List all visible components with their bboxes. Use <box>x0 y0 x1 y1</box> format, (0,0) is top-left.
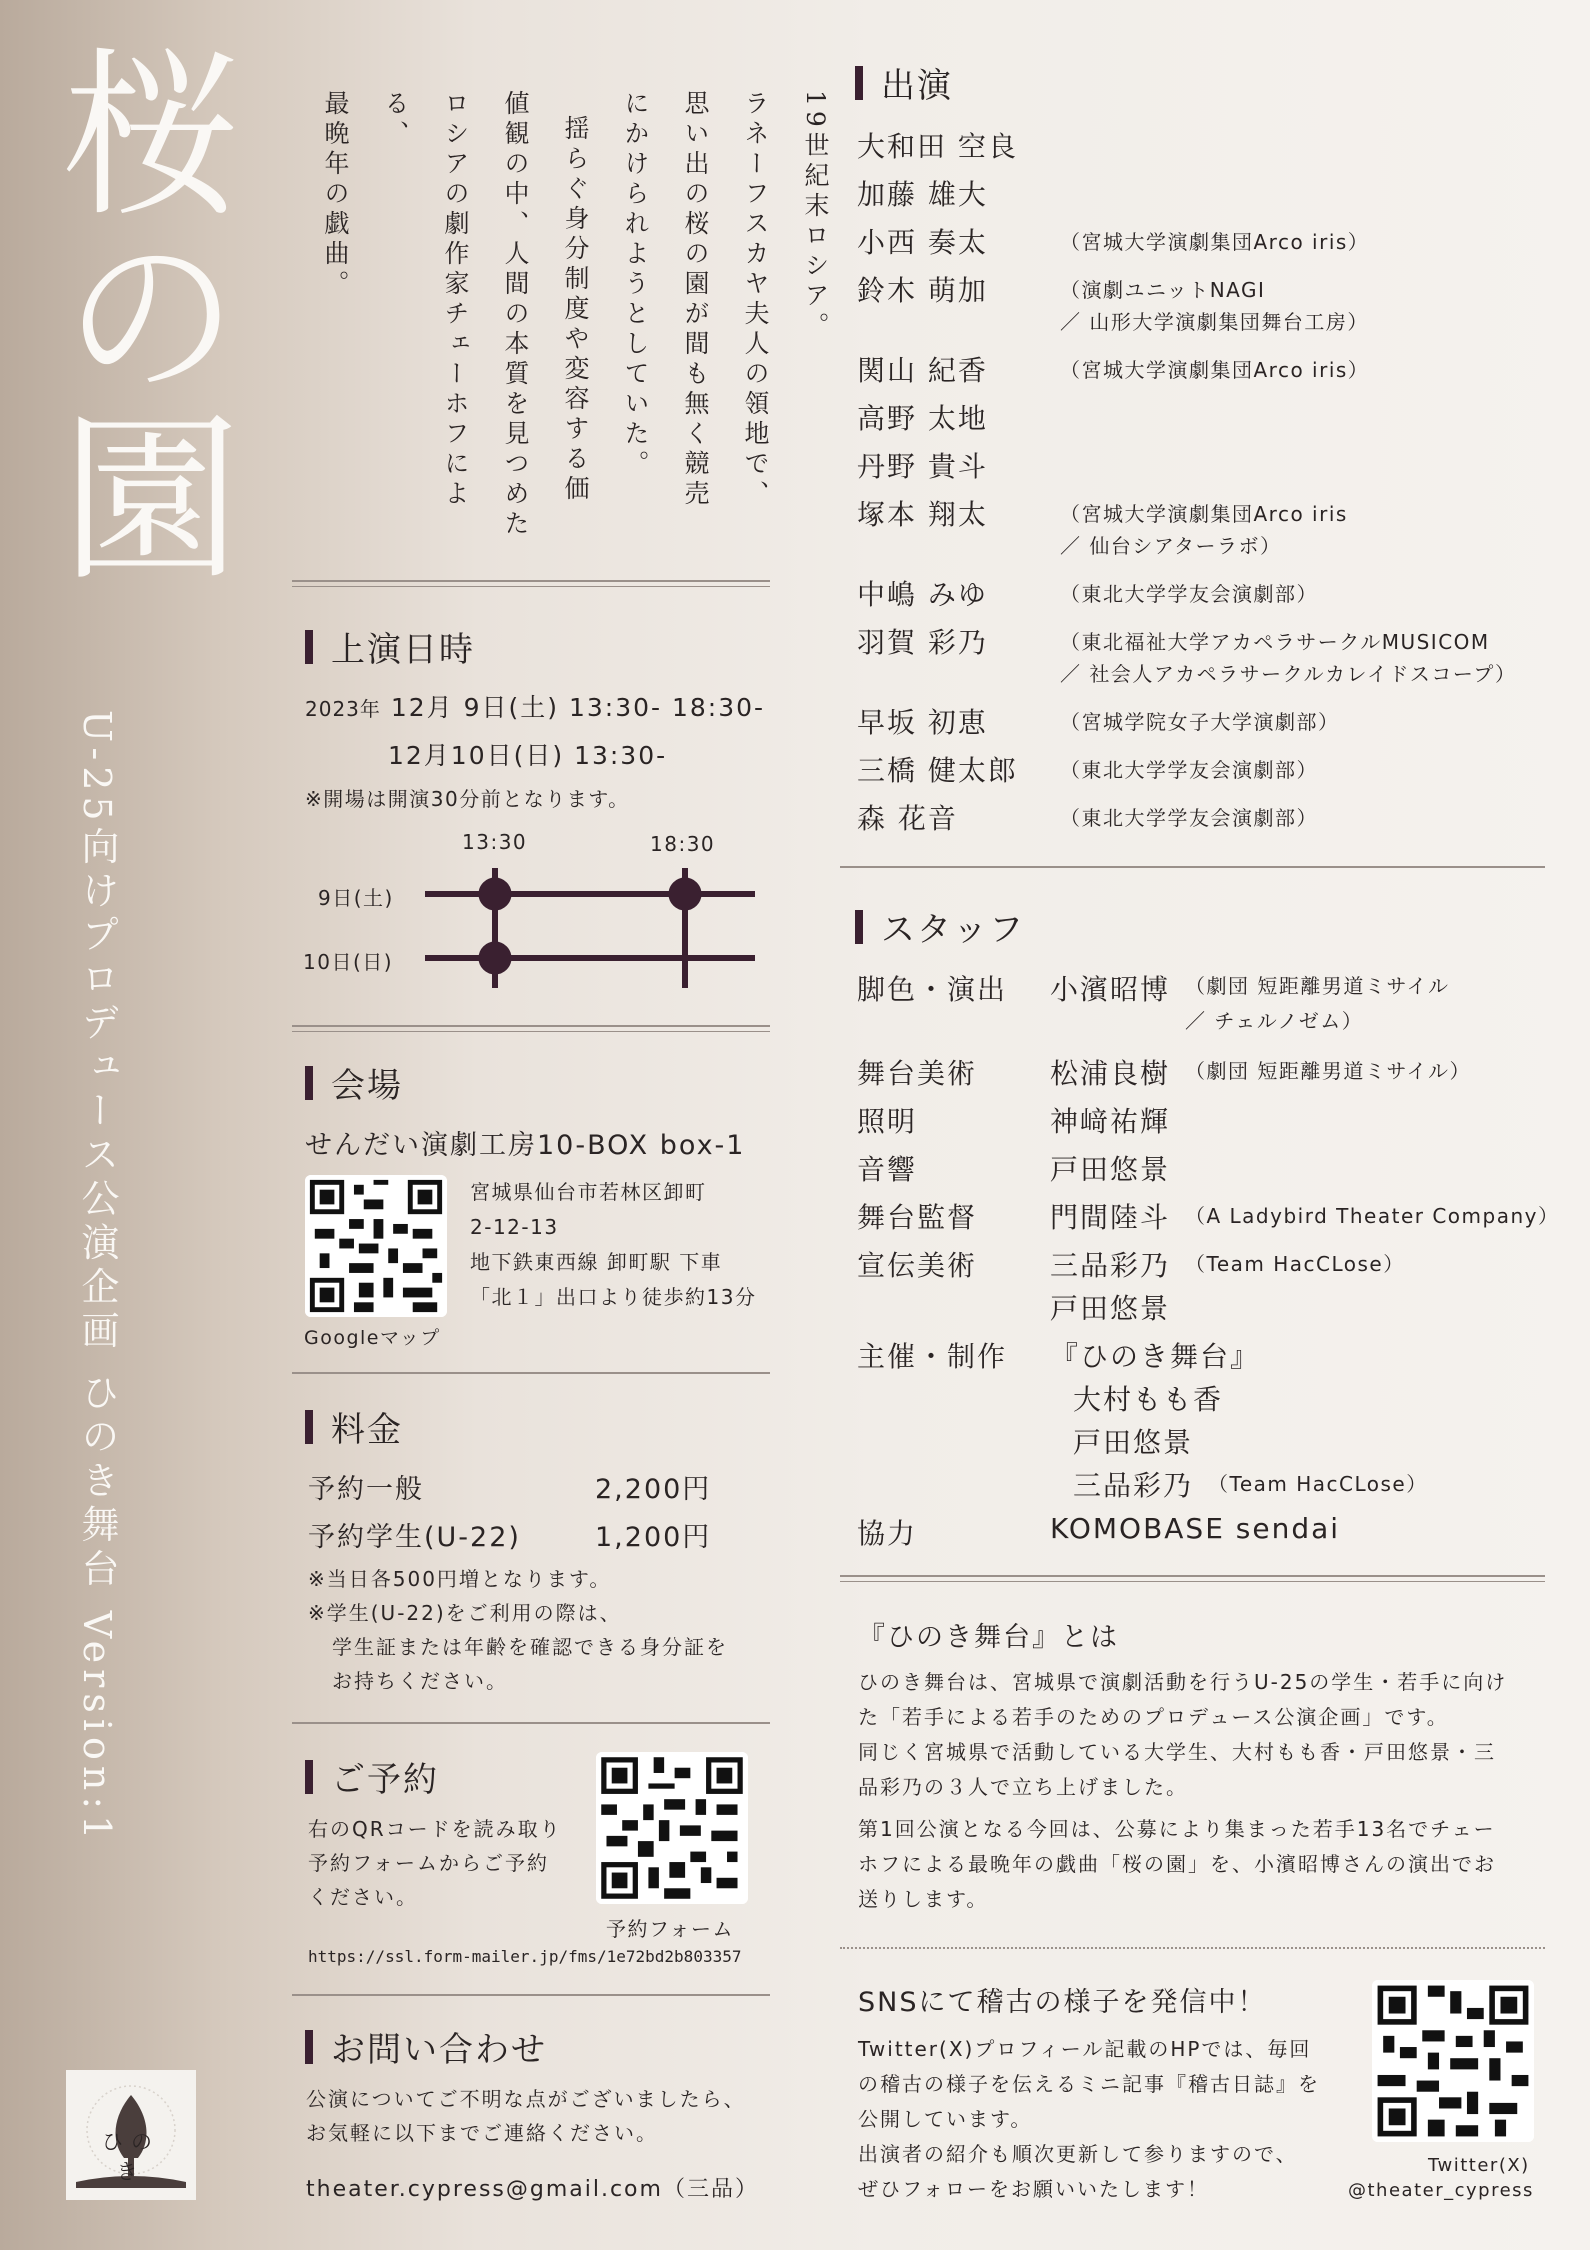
timeline-day-10: 10日(日) <box>303 950 394 974</box>
staff-heading <box>855 902 1025 951</box>
intro-line: ラネーフスカヤ夫人の領地で、 <box>741 90 770 510</box>
about-line: 第1回公演となる今回は、公募により集まった若手13名でチェー <box>858 1817 1496 1841</box>
staff-name: 『ひのき舞台』 <box>1050 1340 1261 1373</box>
cast-name: 加藤 雄大 <box>857 178 988 211</box>
cast-name: 中嶋 みゆ <box>857 578 988 611</box>
price-value-general: 2,200円 <box>595 1474 712 1505</box>
timeline-time-1830: 18:30 <box>650 832 716 856</box>
intro-line: 値観の中、人間の本質を見つめた <box>501 90 530 540</box>
venue-address-line: 地下鉄東西線 卸町駅 下車 <box>470 1250 723 1274</box>
timeline-day-9: 9日(土) <box>318 886 394 910</box>
cast-name: 丹野 貴斗 <box>857 450 988 483</box>
staff-role: 舞台美術 <box>857 1057 978 1090</box>
staff-affiliation: （劇団 短距離男道ミサイル <box>1185 974 1450 998</box>
divider <box>292 1372 770 1374</box>
about-paragraph-2 <box>858 1812 1496 1917</box>
staff-name: 戸田悠景 <box>1050 1153 1171 1186</box>
about-line: ひのき舞台は、宮城県で演劇活動を行うU-25の学生・若手に向け <box>858 1670 1508 1694</box>
divider <box>292 1994 770 1996</box>
staff-role: 宣伝美術 <box>857 1249 978 1282</box>
staff-affiliation: （劇団 短距離男道ミサイル） <box>1185 1059 1471 1083</box>
sns-line: 公開しています。 <box>858 2107 1033 2131</box>
staff-name: 松浦良樹 <box>1050 1057 1171 1090</box>
intro-line: にかけられようとしていた。 <box>621 90 650 480</box>
contact-heading <box>305 2022 547 2071</box>
staff-role: 脚色・演出 <box>857 973 1008 1006</box>
timeline-time-1330: 13:30 <box>462 830 528 854</box>
staff-role: 照明 <box>857 1105 918 1138</box>
sns-heading: SNSにて稽古の様子を発信中！ <box>858 1987 1267 2018</box>
staff-role: 協力 <box>857 1517 918 1550</box>
price-note: ※当日各500円増となります。 <box>308 1567 612 1591</box>
cast-name: 鈴木 萌加 <box>857 274 988 307</box>
timeline-graphic <box>420 858 760 998</box>
schedule-note: ※開場は開演30分前となります。 <box>305 787 630 811</box>
divider <box>840 866 1545 868</box>
staff-affiliation: ／ チェルノゼム） <box>1185 1009 1364 1033</box>
cast-name: 高野 太地 <box>857 402 988 435</box>
schedule-heading-text: 上演日時 <box>331 630 475 670</box>
twitter-handle[interactable]: @theater_cypress <box>1348 2180 1534 2201</box>
twitter-qr-caption: Twitter(X) <box>1428 2155 1530 2176</box>
cast-affiliation: ／ 仙台シアターラボ） <box>1060 534 1282 558</box>
cast-affiliation: （東北大学学友会演劇部） <box>1060 758 1318 782</box>
divider <box>840 1947 1545 1949</box>
venue-address-line: 宮城県仙台市若林区卸町 <box>470 1180 707 1204</box>
sns-line: Twitter(X)プロフィール記載のHPでは、毎回 <box>858 2037 1312 2061</box>
cast-name: 羽賀 彩乃 <box>857 626 988 659</box>
twitter-qr-code[interactable] <box>1372 1980 1534 2142</box>
sns-line: の稽古の様子を伝えるミニ記事『稽古日誌』を <box>858 2072 1320 2096</box>
staff-affiliation: （Team HacCLose） <box>1185 1252 1405 1276</box>
venue-name: せんだい演劇工房10-BOX box-1 <box>305 1130 746 1161</box>
staff-name: KOMOBASE sendai <box>1050 1512 1341 1545</box>
cast-name: 塚本 翔太 <box>857 498 988 531</box>
reservation-text-line: ください。 <box>308 1885 418 1909</box>
divider <box>840 1575 1545 1582</box>
timeline-row-10 <box>425 955 755 961</box>
logo-text: ひのき <box>102 2130 160 2184</box>
intro-line: 思い出の桜の園が間も無く競売 <box>681 90 710 510</box>
cast-affiliation: （宮城大学演劇集団Arco iris） <box>1060 358 1370 382</box>
cast-name: 関山 紀香 <box>857 354 988 387</box>
reservation-heading <box>305 1752 439 1801</box>
divider <box>292 1722 770 1724</box>
reservation-text <box>308 1812 562 1914</box>
hinoki-logo <box>66 2070 196 2200</box>
staff-name: 門間陸斗 <box>1050 1201 1171 1234</box>
cast-affiliation: （東北大学学友会演劇部） <box>1060 582 1318 606</box>
timeline-dot-10-1330 <box>479 942 511 974</box>
about-line: 送りします。 <box>858 1887 989 1911</box>
divider <box>292 1025 770 1032</box>
staff-name: 小濱昭博 <box>1050 973 1171 1006</box>
reservation-qr-caption: 予約フォーム <box>606 1917 734 1941</box>
staff-name: 三品彩乃 <box>1073 1469 1194 1502</box>
about-line: 品彩乃の３人で立ち上げました。 <box>858 1775 1188 1799</box>
staff-role: 音響 <box>857 1153 918 1186</box>
intro-line: 19世紀末ロシア。 <box>801 90 830 342</box>
schedule-year: 2023年 <box>305 697 381 721</box>
venue-heading-text: 会場 <box>331 1066 403 1106</box>
cast-name: 小西 奏太 <box>857 226 988 259</box>
contact-text-line: 公演についてご不明な点がございましたら、 <box>306 2087 746 2111</box>
cast-affiliation: （演劇ユニットNAGI <box>1060 278 1266 302</box>
price-label-student: 予約学生(U-22) <box>308 1522 521 1553</box>
price-note: お持ちください。 <box>332 1669 508 1693</box>
sns-line: 出演者の紹介も順次更新して参りますので、 <box>858 2142 1298 2166</box>
price-note: 学生証または年齢を確認できる身分証を <box>332 1635 728 1659</box>
price-heading <box>305 1402 403 1451</box>
staff-affiliation: （A Ladybird Theater Company） <box>1185 1204 1560 1228</box>
schedule-line-1 <box>305 688 765 724</box>
cast-affiliation: （東北福祉大学アカペラサークルMUSICOM <box>1060 630 1490 654</box>
contact-email[interactable]: theater.cypress@gmail.com（三品） <box>306 2177 759 2202</box>
reservation-heading-text: ご予約 <box>331 1760 439 1800</box>
reservation-url[interactable]: https://ssl.form-mailer.jp/fms/1e72bd2b803357 <box>308 1947 742 1966</box>
staff-affiliation: （Team HacCLose） <box>1208 1472 1428 1496</box>
venue-address-line: 2-12-13 <box>470 1215 559 1239</box>
staff-name: 戸田悠景 <box>1050 1292 1171 1325</box>
venue-address-line: 「北１」出口より徒歩約13分 <box>470 1285 757 1309</box>
divider <box>292 580 770 587</box>
schedule-heading <box>305 622 475 671</box>
intro-line: ロシアの劇作家チェーホフによる、 <box>381 90 470 510</box>
contact-text-line: お気軽に以下までご連絡ください。 <box>306 2121 658 2145</box>
staff-role: 主催・制作 <box>857 1340 1008 1373</box>
sns-text <box>858 2032 1320 2207</box>
reservation-qr-code[interactable] <box>596 1752 748 1904</box>
play-title: 桜の園 <box>31 40 240 586</box>
cast-affiliation: （東北大学学友会演劇部） <box>1060 806 1318 830</box>
intro-line: 最晩年の戯曲。 <box>321 90 350 300</box>
cast-affiliation: ／ 山形大学演劇集団舞台工房） <box>1060 310 1369 334</box>
reservation-text-line: 右のQRコードを読み取り <box>308 1817 562 1841</box>
price-label-general: 予約一般 <box>308 1474 424 1505</box>
about-heading: 『ひのき舞台』とは <box>858 1622 1119 1653</box>
staff-heading-text: スタッフ <box>881 910 1025 950</box>
cast-heading-text: 出演 <box>881 66 953 106</box>
sns-line: ぜひフォローをお願いいたします！ <box>858 2177 1209 2201</box>
map-qr-caption: Googleマップ <box>304 1327 441 1349</box>
price-value-student: 1,200円 <box>595 1522 712 1553</box>
cast-name: 森 花音 <box>857 802 958 835</box>
event-subtitle: U-25向けプロデュース公演企画 ひのき舞台 Version:1 <box>75 710 119 1846</box>
about-paragraph-1 <box>858 1665 1507 1805</box>
price-notes <box>308 1562 728 1698</box>
cast-name: 三橋 健太郎 <box>857 754 1018 787</box>
contact-heading-text: お問い合わせ <box>331 2030 547 2070</box>
cast-name: 早坂 初恵 <box>857 706 988 739</box>
reservation-text-line: 予約フォームからご予約 <box>308 1851 549 1875</box>
about-line: 同じく宮城県で活動している大学生、大村もも香・戸田悠景・三 <box>858 1740 1496 1764</box>
timeline-dot-9-1830 <box>669 878 701 910</box>
about-line: た「若手による若手のためのプロデュース公演企画」です。 <box>858 1705 1449 1729</box>
intro-text <box>305 90 845 560</box>
cast-affiliation: （宮城大学演劇集団Arco iris） <box>1060 230 1370 254</box>
venue-address <box>470 1175 756 1315</box>
map-qr-code[interactable] <box>305 1175 447 1317</box>
timeline-dot-9-1330 <box>479 878 511 910</box>
staff-name: 三品彩乃 <box>1050 1249 1171 1282</box>
price-note: ※学生(U-22)をご利用の際は、 <box>308 1601 622 1625</box>
staff-name: 戸田悠景 <box>1073 1426 1194 1459</box>
timeline-row-9 <box>425 891 755 897</box>
cast-affiliation: （宮城大学演劇集団Arco iris <box>1060 502 1348 526</box>
schedule-line-2: 12月10日(日) 13:30- <box>388 741 668 770</box>
staff-name: 大村もも香 <box>1073 1383 1224 1416</box>
staff-name: 神﨑祐輝 <box>1050 1105 1171 1138</box>
intro-line: 揺らぐ身分制度や変容する価 <box>561 115 590 505</box>
cast-affiliation: （宮城学院女子大学演劇部） <box>1060 710 1340 734</box>
venue-heading <box>305 1058 403 1107</box>
schedule-day-1: 12月 9日(土) 13:30- 18:30- <box>390 693 766 722</box>
price-heading-text: 料金 <box>331 1410 403 1450</box>
staff-role: 舞台監督 <box>857 1201 978 1234</box>
cast-name: 大和田 空良 <box>857 130 1018 163</box>
contact-text <box>306 2082 746 2150</box>
cast-heading <box>855 58 953 107</box>
cast-affiliation: ／ 社会人アカペラサークルカレイドスコープ） <box>1060 662 1517 686</box>
about-line: ホフによる最晩年の戯曲「桜の園」を、小濱昭博さんの演出でお <box>858 1852 1496 1876</box>
